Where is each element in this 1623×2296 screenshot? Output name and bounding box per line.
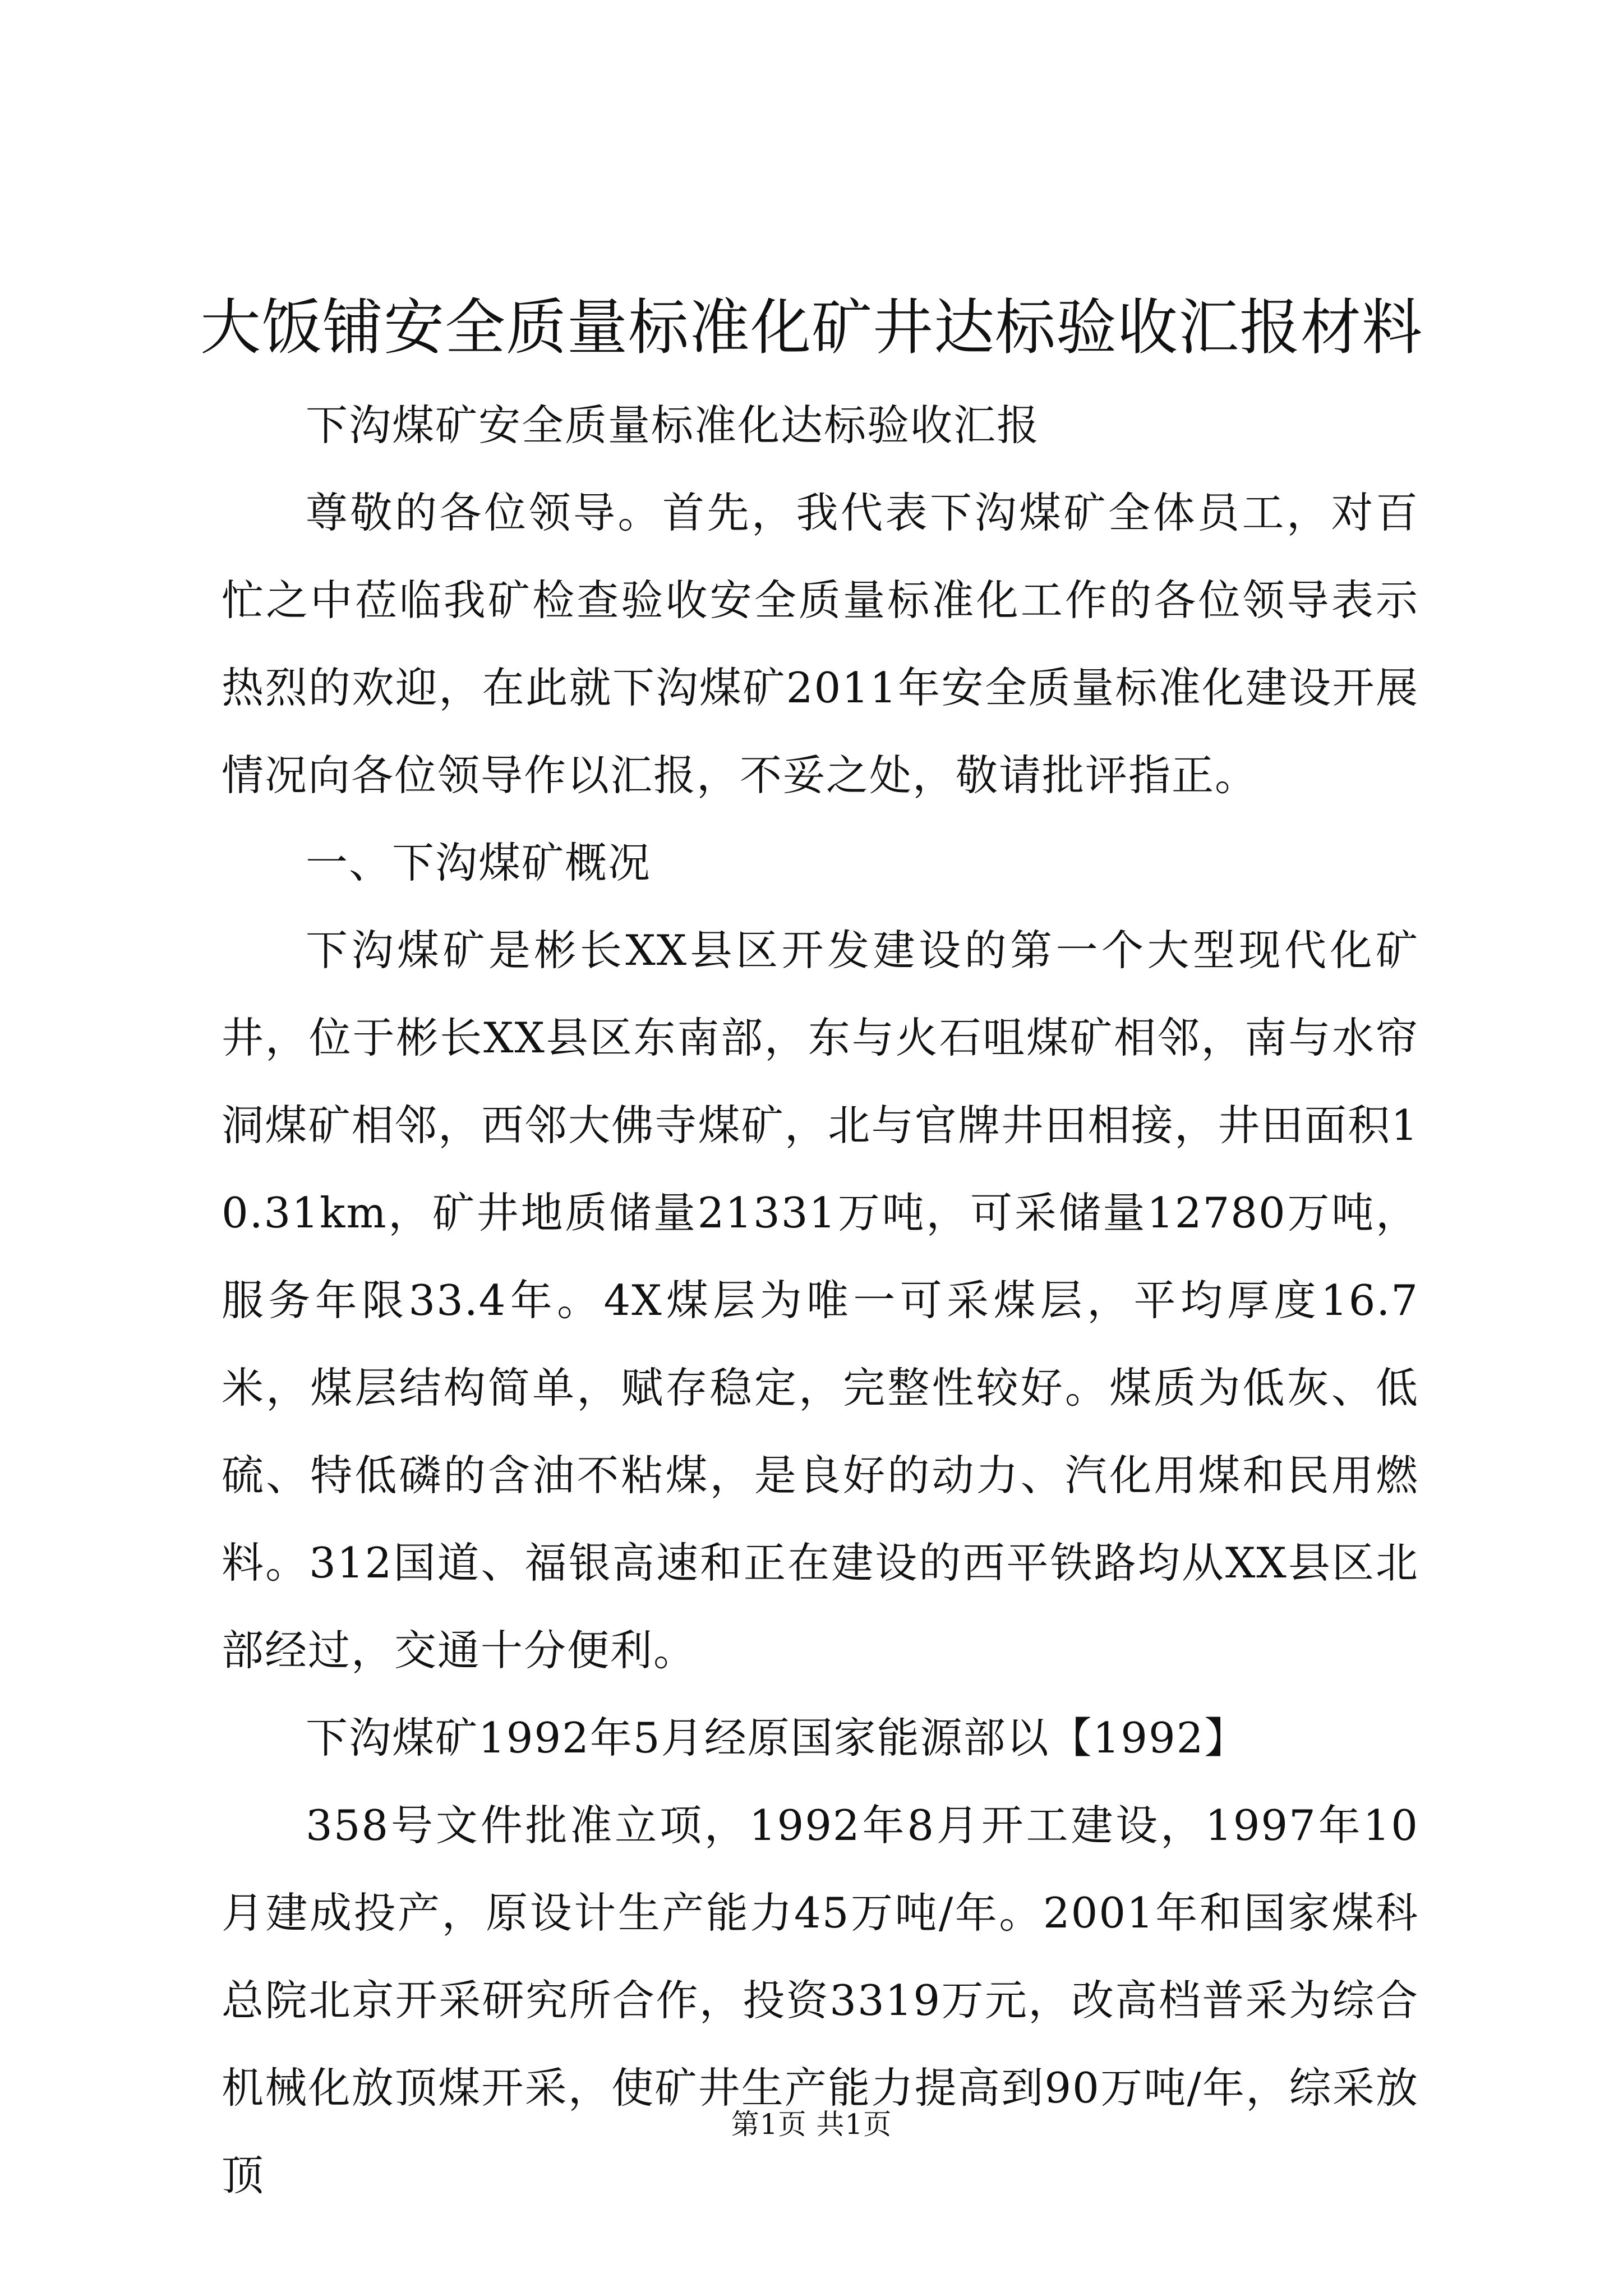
paragraph-greeting: 尊敬的各位领导。首先，我代表下沟煤矿全体员工，对百忙之中莅临我矿检查验收安全质量标准化工作的各位领导表示热烈的欢迎，在此就下沟煤矿2011年安全质量标准化建设开展情况向各位领导作以汇报，不妥之处，敬请批评指正。 bbox=[222, 488, 1419, 800]
paragraph-overview: 下沟煤矿是彬长XX县区开发建设的第一个大型现代化矿井，位于彬长XX县区东南部，东与火石咀煤矿相邻，南与水帘洞煤矿相邻，西邻大佛寺煤矿，北与官牌井田相接，井田面积10.31km，矿井地质储量21331万吨，可采储量12780万吨，服务年限33.4年。4X煤层为唯一可采煤层，平均厚度16.7米，煤层结构简单，赋存稳定，完整性较好。煤质为低灰、低硫、特低磷的含油不粘煤，是良好的动力、汽化用煤和民用燃料。312国道、福银高速和正在建设的西平铁路均从XX县区北部经过，交通十分便利。 bbox=[222, 926, 1419, 1675]
paragraph-history: 358号文件批准立项，1992年8月开工建设，1997年10月建成投产，原设计生产能力45万吨/年。2001年和国家煤科总院北京开采研究所合作，投资3319万元，改高档普采为综合机械化放顶煤开采，使矿井生产能力提高到90万吨/年，综采放顶 bbox=[222, 1801, 1419, 2200]
paragraph-history-start: 下沟煤矿1992年5月经原国家能源部以【1992】 bbox=[306, 1713, 1248, 1763]
document-body bbox=[222, 381, 1419, 2219]
page-footer: 第1页 共1页 bbox=[731, 2108, 892, 2141]
document-title: 大饭铺安全质量标准化矿井达标验收汇报材料 bbox=[200, 293, 1423, 363]
paragraph-subtitle: 下沟煤矿安全质量标准化达标验收汇报 bbox=[306, 401, 1040, 450]
section-heading: 一、下沟煤矿概况 bbox=[306, 838, 652, 887]
